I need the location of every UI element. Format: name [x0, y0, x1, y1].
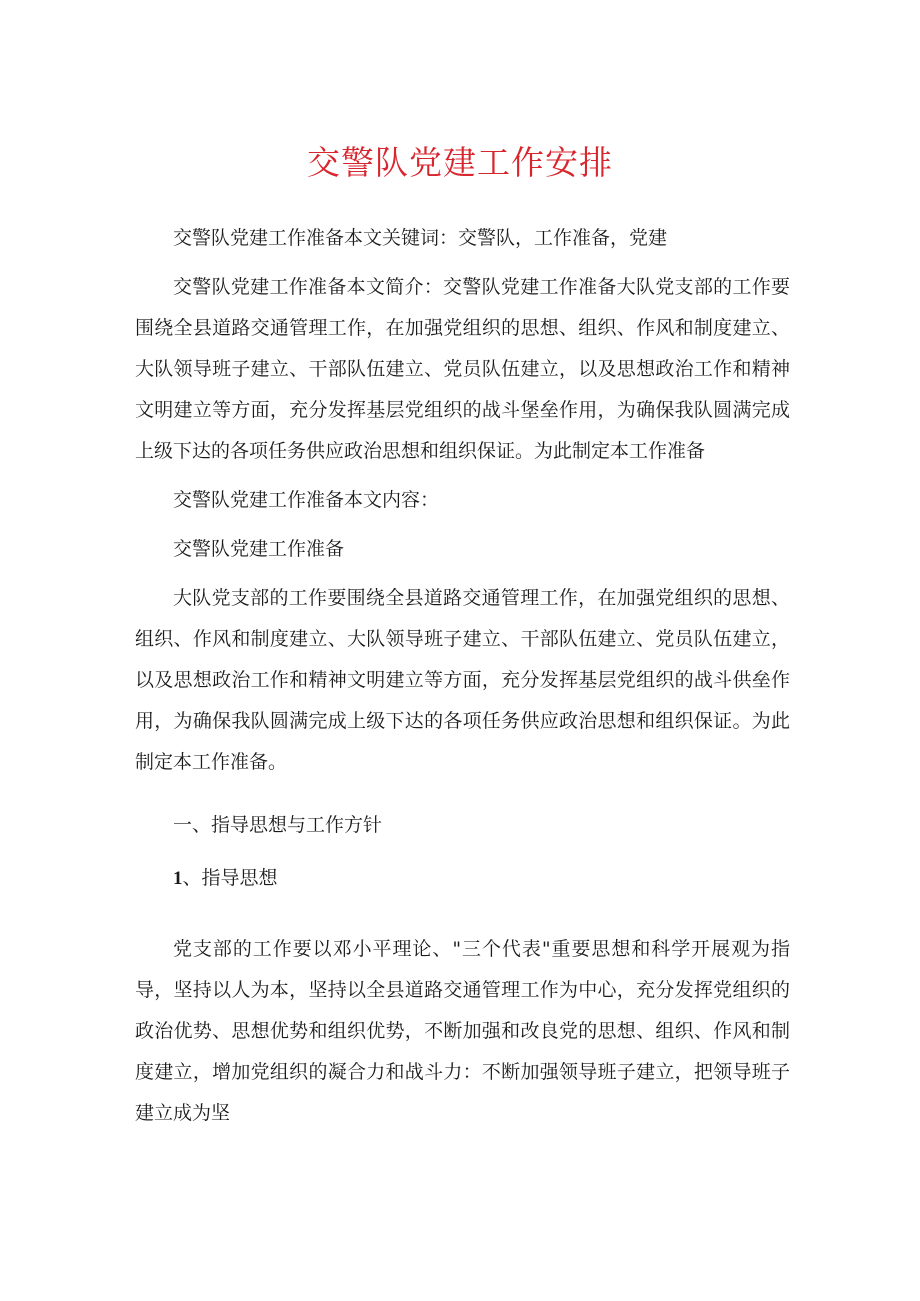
document-body: [135, 218, 790, 1134]
guiding-paragraph: 党支部的工作要以邓小平理论、"三个代表"重要思想和科学开展观为指导，坚持以人为本，坚持以全县道路交通管理工作为中心，充分发挥党组织的政治优势、思想优势和组织优势，不断加强和改良党的思想、组织、作风和制度建立，增加党组织的凝合力和战斗力：不断加强领导班子建立，把领导班子建立成为坚: [135, 938, 790, 1124]
document-title: 交警队党建工作安排: [307, 143, 613, 182]
subsection-heading-1: [135, 858, 790, 899]
section-heading-1: 一、指导思想与工作方针: [173, 814, 383, 836]
intro-paragraph: 大队党支部的工作要围绕全县道路交通管理工作，在加强党组织的思想、组织、作风和制度建立、大队领导班子建立、干部队伍建立、党员队伍建立，以及思想政治工作和精神文明建立等方面，充分发挥基层党组织的战斗供垒作用，为确保我队圆满完成上级下达的各项任务供应政治思想和组织保证。为此制定本工作准备。: [135, 587, 790, 773]
summary-paragraph: 交警队党建工作准备本文简介：交警队党建工作准备大队党支部的工作要围绕全县道路交通管理工作，在加强党组织的思想、组织、作风和制度建立、大队领导班子建立、干部队伍建立、党员队伍建立，以及思想政治工作和精神文明建立等方面，充分发挥基层党组织的战斗堡垒作用，为确保我队圆满完成上级下达的各项任务供应政治思想和组织保证。为此制定本工作准备: [135, 276, 790, 462]
subsection-title: 、指导思想: [182, 867, 278, 889]
subtitle-paragraph: 交警队党建工作准备: [173, 538, 345, 560]
keywords-paragraph: 交警队党建工作准备本文关键词：交警队，工作准备，党建: [173, 227, 668, 249]
content-label-paragraph: 交警队党建工作准备本文内容：: [173, 489, 440, 511]
subsection-number: 1: [173, 868, 183, 889]
